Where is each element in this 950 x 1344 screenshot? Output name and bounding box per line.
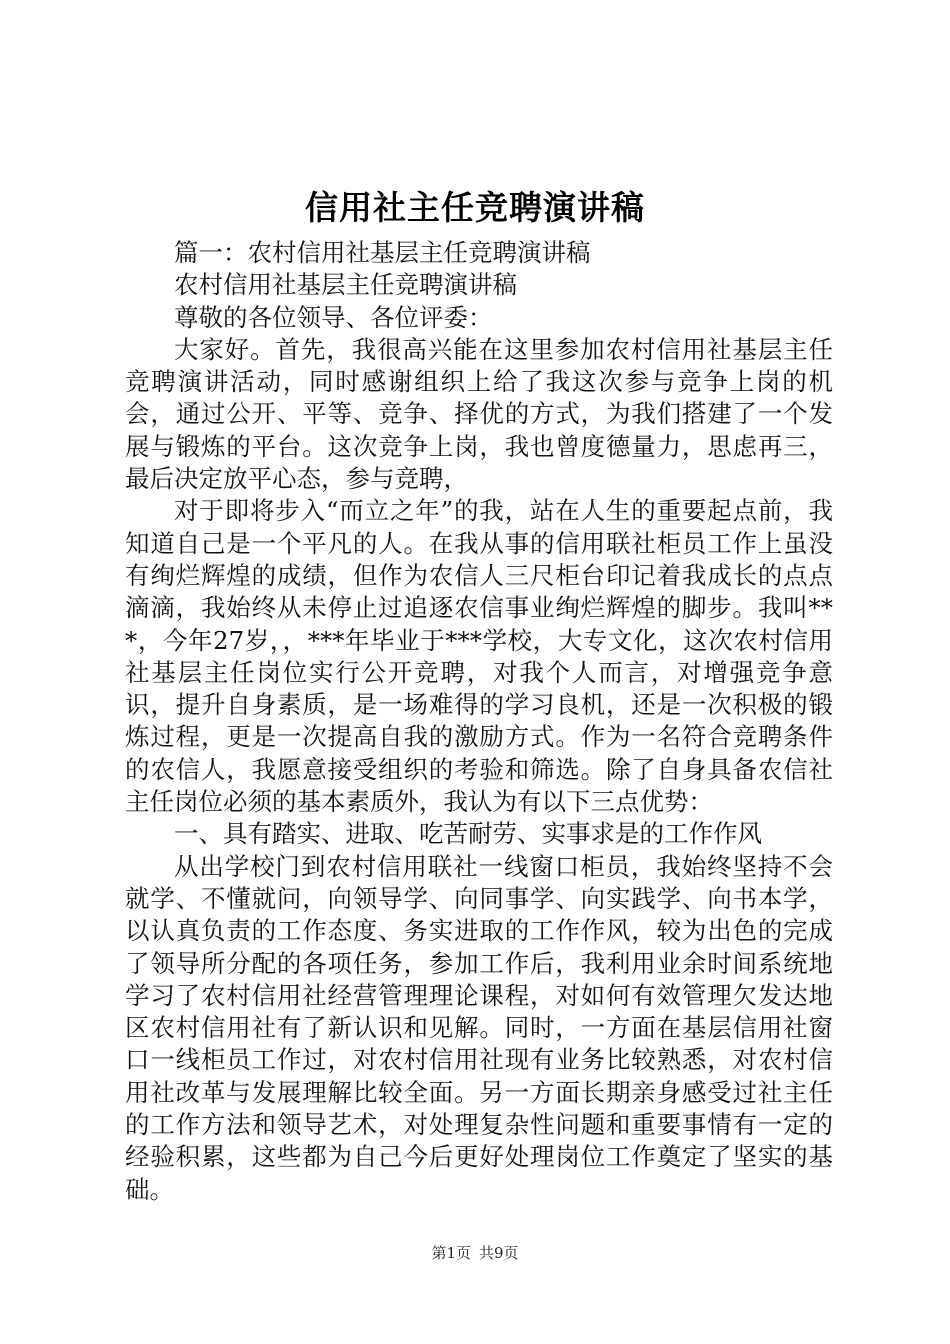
paragraph-heading: 篇一：农村信用社基层主任竞聘演讲稿 [174, 238, 591, 267]
paragraph-work-experience: 从出学校门到农村信用联社一线窗口柜员，我始终坚持不会就学、不懂就问，向领导学、向同事学、向实践学、向书本学，以认真负责的工作态度、务实进取的工作作风，较为出色的完成了领导所分配的各项任务，参加工作后，我利用业余时间系统地学习了农村信用社经营管理理论课程，对如何有效管理欠发达地区农村信用社有了新认识和见解。同时，一方面在基层信用社窗口一线柜员工作过，对农村信用社现有业务比较熟悉，对农村信用社改革与发展理解比较全面。另一方面长期亲身感受过社主任的工作方法和领导艺术，对处理复杂性问题和重要事情有一定的经验积累，这些都为自己今后更好处理岗位工作奠定了坚实的基础。 [125, 851, 833, 1204]
paragraph-greeting: 大家好。首先，我很高兴能在这里参加农村信用社基层主任竞聘演讲活动，同时感谢组织上给了我这次参与竞争上岗的机会，通过公开、平等、竞争、择优的方式，为我们搭建了一个发展与锻炼的平台。这次竞争上岗，我也曾度德量力，思虑再三，最后决定放平心态，参与竞聘， [125, 334, 833, 494]
page-footer [0, 1243, 950, 1263]
paragraph-salutation: 尊敬的各位领导、各位评委： [174, 302, 493, 332]
paragraph-section-heading: 一、具有踏实、进取、吃苦耐劳、实事求是的工作作风 [174, 819, 762, 849]
document-title: 信用社主任竞聘演讲稿 [305, 188, 645, 227]
page-number: 第1页 [431, 1244, 471, 1262]
paragraph-subtitle: 农村信用社基层主任竞聘演讲稿 [174, 270, 517, 300]
page-total: 共9页 [479, 1244, 519, 1262]
paragraph-self-introduction: 对于即将步入“而立之年”的我，站在人生的重要起点前，我知道自己是一个平凡的人。在我从事的信用联社柜员工作上虽没有绚烂辉煌的成绩，但作为农信人三尺柜台印记着我成长的点点滴滴，我始终从未停止过追逐农信事业绚烂辉煌的脚步。我叫***，今年27岁，，***年毕业于***学校，大专文化，这次农村信用社基层主任岗位实行公开竞聘，对我个人而言，对增强竞争意识，提升自身素质，是一场难得的学习良机，还是一次积极的锻炼过程，更是一次提高自我的激励方式。作为一名符合竞聘条件的农信人，我愿意接受组织的考验和筛选。除了自身具备农信社主任岗位必须的基本素质外，我认为有以下三点优势： [125, 496, 833, 817]
document-body [125, 237, 833, 1206]
